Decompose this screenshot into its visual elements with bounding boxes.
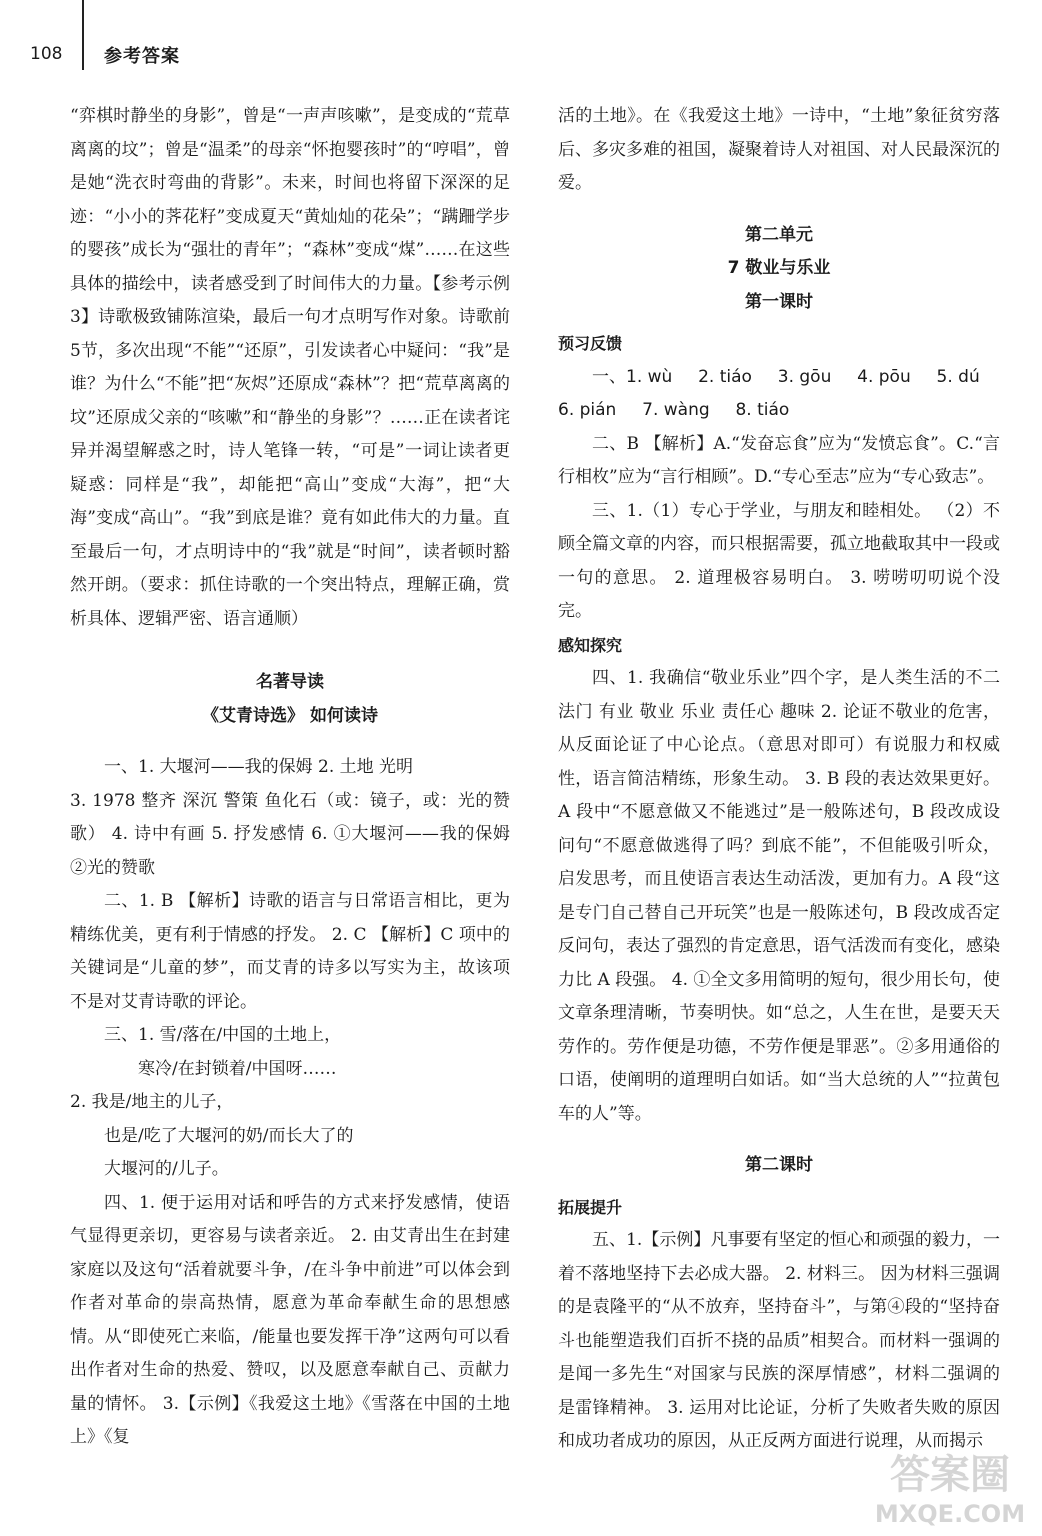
answer-r-q4: 四、1. 我确信“敬业乐业”四个字，是人类生活的不二法门 有业 敬业 乐业 责任心 趣味 2. 论证不敬业的危害，从反面论证了中心论点。（意思对即可）有说服力和权威性，语言简洁精练，形象生动。 3. B 段的表达效果更好。 A 段中“不愿意做又不能逃过”是一般陈述句，B 段改成设问句“不愿意做逃得了吗？到底不能”，不但能吸引听众，启发思考，而且使语言表达生动活泼，更加有力。A 段“这是专门自己替自己开玩笑”也是一般陈述句，B 段改成否定反问句，表达了强烈的肯定意思，语气活泼而有变化，感染力比 A 段强。 4. ①全文多用简明的短句，很少用长句，使文章条理清晰，节奏明快。如“总之，人生在世，是要天天劳作的。劳作便是功德，不劳作便是罪恶”。②多用通俗的口语，使阐明的道理明白如话。如“当大总统的人”“拉黄包车的人”等。 <box>558 668 1000 1124</box>
answer-q1-line2: 3. 1978 整齐 深沉 警策 鱼化石（或：镜子，或：光的赞歌） 4. 诗中有画 5. 抒发感情 6. ①大堰河——我的保姆 ②光的赞歌 <box>70 790 510 878</box>
section-extend: 拓展提升 <box>558 1197 623 1217</box>
answer-q3-line1: 三、1. 雪/落在/中国的土地上， <box>104 1025 342 1045</box>
pinyin-row-2 <box>558 394 1000 428</box>
page-header <box>0 0 1042 80</box>
pinyin-item: 3. gōu <box>777 366 832 387</box>
answer-q3-line3: 2. 我是/地主的儿子， <box>70 1092 234 1112</box>
answer-q2: 二、1. B 【解析】诗歌的语言与日常语言相比，更为精练优美，更有利于情感的抒发。 2. C 【解析】C 项中的关键词是“儿童的梦”，而艾青的诗多以写实为主，故该项不是对艾青诗歌的评论。 <box>70 891 510 1012</box>
pinyin-item: 8. tiáo <box>735 400 790 420</box>
answer-q3-line4: 也是/吃了大堰河的奶/而长大了的 <box>104 1125 354 1146</box>
lesson-title: 7 敬业与乐业 <box>727 258 831 278</box>
answer-r-q5: 五、1.【示例】凡事要有坚定的恒心和顽强的毅力，一着不落地坚持下去必成大器。 2. 材料三。 因为材料三强调的是袁隆平的“从不放弃，坚持奋斗”，与第④段的“坚持奋斗也能塑造我们百折不挠的品质”相契合。而材料一强调的是闻一多先生“对国家与民族的深厚情感”，材料二强调的是雷锋精神。 3. 运用对比论证，分析了失败者失败的原因和成功者成功的原因，从正反两方面进行说理，从而揭示 <box>558 1230 1000 1451</box>
period-title-2: 第二课时 <box>745 1155 813 1175</box>
watermark-line2: MXQE.COM <box>874 1500 1026 1528</box>
section-explore: 感知探究 <box>558 635 623 655</box>
pinyin-item: 5. dú <box>936 366 980 387</box>
answer-r-q3: 三、1.（1）专心于学业，与朋友和睦相处。 （2）不顾全篇文章的内容，而只根据需要，孤立地截取其中一段或一句的意思。 2. 道理极容易明白。 3. 唠唠叨叨说个没完。 <box>558 500 1000 621</box>
pinyin-item: 2. tiáo <box>698 366 752 387</box>
unit-title: 第二单元 <box>745 224 813 245</box>
answer-q4: 四、1. 便于运用对话和呼告的方式来抒发感情，使语气显得更亲切，更容易与读者亲近。 2. 由艾青出生在封建家庭以及这句“活着就要斗争，/在斗争中前进”可以体会到作者对革命的崇高热情，愿意为革命奉献生命的思想感情。从“即使死亡来临，/能量也要发挥干净”这两句可以看出作者对生命的热爱、赞叹，以及愿意奉献自己、贡献力量的情怀。 3.【示例】《我爱这土地》《雪落在中国的土地上》《复 <box>70 1192 510 1447</box>
header-title: 参考答案 <box>104 46 180 67</box>
header-divider <box>82 0 84 70</box>
left-top-paragraph: “弈棋时静坐的身影”，曾是“一声声咳嗽”，是变成的“荒草离离的坟”；曾是“温柔”的母亲“怀抱婴孩时”的“哼唱”，曾是她“洗衣时弯曲的背影”。未来，时间也将留下深深的足迹：“小小的荠花籽”变成夏天“黄灿灿的花朵”；“蹒跚学步的婴孩”成长为“强壮的青年”；“森林”变成“煤”……在这些具体的描绘中，读者感受到了时间伟大的力量。【参考示例3】诗歌极致铺陈渲染，最后一句才点明写作对象。诗歌前5节，多次出现“不能”“还原”，引发读者心中疑问：“我”是谁？为什么“不能”把“灰烬”还原成“森林”？把“荒草离离的坟”还原成父亲的“咳嗽”和“静坐的身影”？……正在读者诧异并渴望解惑之时，诗人笔锋一转，“可是”一词让读者更疑惑：同样是“我”，却能把“高山”变成“大海”，把“大海”变成“高山”。“我”到底是谁？竟有如此伟大的力量。直至最后一句，才点明诗中的“我”就是“时间”，读者顿时豁然开朗。（要求：抓住诗歌的一个突出特点，理解正确，赏析具体、逻辑严密、语言通顺） <box>70 106 510 629</box>
watermark-logo <box>870 1440 1030 1530</box>
left-column <box>70 100 510 1455</box>
period-title-1: 第一课时 <box>745 291 813 312</box>
section-title-mingzhu: 名著导读 <box>256 672 324 692</box>
pinyin-item: 一、1. wù <box>592 366 673 387</box>
pinyin-row-1 <box>558 361 1000 395</box>
answer-r-q2: 二、B 【解析】A.“发奋忘食”应为“发愤忘食”。C.“言行相枚”应为“言行相顾”。D.“专心至志”应为“专心致志”。 <box>558 433 1000 487</box>
page-number: 108 <box>30 44 63 64</box>
right-column <box>558 100 1000 1459</box>
pinyin-item: 4. pōu <box>857 366 911 387</box>
answer-q1-line1: 一、1. 大堰河——我的保姆 2. 土地 光明 <box>104 757 414 777</box>
watermark-line1: 答案圈 <box>890 1452 1010 1498</box>
section-subtitle-aiqing: 《艾青诗选》 如何读诗 <box>202 705 378 726</box>
answer-q3-line2: 寒冷/在封锁着/中国呀…… <box>138 1058 337 1079</box>
pinyin-item: 6. pián <box>558 400 617 420</box>
right-top-paragraph: 活的土地》。在《我爱这土地》一诗中，“土地”象征贫穷落后、多灾多难的祖国，凝聚着诗人对祖国、对人民最深沉的爱。 <box>558 106 1000 193</box>
answer-q3-line5: 大堰河的/儿子。 <box>104 1159 229 1179</box>
section-preview: 预习反馈 <box>558 334 623 353</box>
pinyin-item: 7. wàng <box>642 400 710 420</box>
